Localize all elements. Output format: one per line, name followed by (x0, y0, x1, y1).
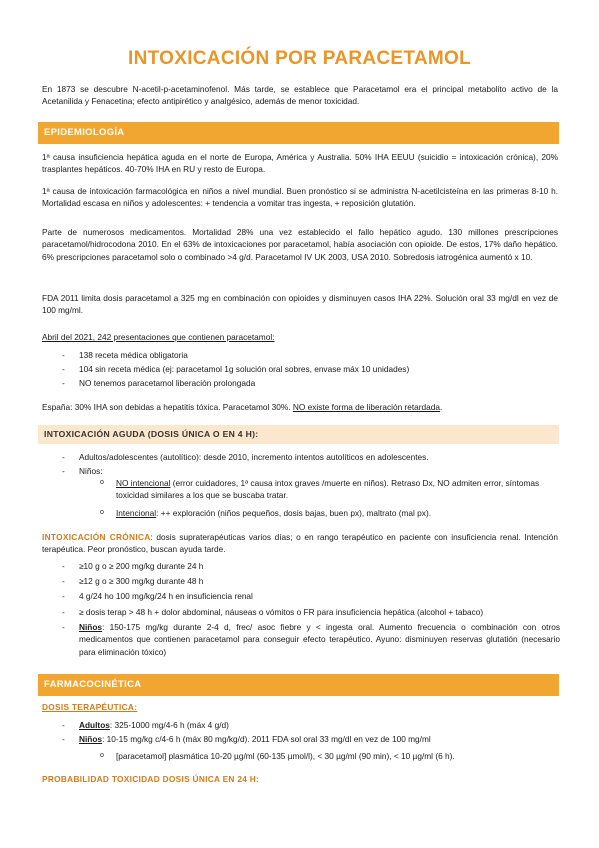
section-aguda-heading: INTOXICACIÓN AGUDA (DOSIS ÚNICA O EN 4 H): (38, 425, 559, 444)
epi-paragraph-2: 1ª causa de intoxicación farmacológica en niños a nivel mundial. Buen pronóstico si se administra N-acetilcisteína en las primeras 8-10 h. Mortalidad escasa en niños y adolescentes: + tendencia a vomitar tras ingesta, + reposición glutatión. (42, 186, 558, 209)
list-item: - 138 receta médica obligatoria (62, 350, 188, 360)
list-item: - 104 sin receta médica (ej: paracetamol 1g solución oral sobres, envase máx 10 unidades) (62, 364, 410, 375)
epi-paragraph-4: FDA 2011 limita dosis paracetamol a 325 mg en combinación con opioides y disminuyen casos IHA 22%. Solución oral 33 mg/dl en vez de 100 mg/ml. (42, 293, 558, 316)
cronica-paragraph: INTOXICACIÓN CRÓNICA: dosis supraterapéuticas varios días; o en rango terapéutico en paciente con insuficiencia renal. Intención terapéutica. Peor pronóstico, buscan ayuda tarde. (42, 532, 558, 555)
document-title: INTOXICACIÓN POR PARACETAMOL (127, 48, 471, 69)
section-farmacocinetica-heading: FARMACOCINÉTICA (38, 674, 559, 696)
list-item: o NO intencional (error cuidadores, 1ª causa intox graves /muerte en niños). Retraso Dx, NO admiten error, síntomas toxicidad similares a los que se buscaba tratar. (100, 478, 540, 501)
list-item: o Intencional: ++ exploración (niños pequeños, dosis bajas, buen px), maltrato (mal px). (100, 507, 432, 518)
epi-paragraph-5: Abril del 2021, 242 presentaciones que contienen paracetamol: (42, 332, 275, 342)
epi-list (60, 348, 560, 391)
farmaco-sublist (100, 750, 558, 762)
list-item: - Niños: 150-175 mg/kg durante 2-4 d, frec/ asoc fiebre y < ingesta oral. Aumento frecuencia o combinación con otros medicamentos que contienen paracetamol para conseguir efecto terapéutico. Ayuno: disminuyen reservas glutatión (necesario para eliminación tóxico) (62, 621, 560, 657)
list-item: - ≥10 g o ≥ 200 mg/kg durante 24 h (62, 561, 204, 571)
intro-paragraph: En 1873 se descubre N-acetil-p-acetaminofenol. Más tarde, se establece que Paracetamol era el principal metabolito activo de la Acetanilida y Fenacetina; efecto antipirético y analgésico, además de menor toxicidad. (42, 84, 558, 107)
list-item: - NO tenemos paracetamol liberación prolongada (62, 378, 256, 389)
aguda-sublist (100, 477, 558, 519)
epi-paragraph-1: 1ª causa insuficiencia hepática aguda en el norte de Europa, América y Australia. 50% IHA EEUU (suicidio = intoxicación crónica), 20% trasplantes hepáticos. 40-70% IHA en RU y resto de Europa. (42, 152, 558, 175)
toxicidad-heading: PROBABILIDAD TOXICIDAD DOSIS ÚNICA EN 24 H: (42, 774, 260, 784)
section-epidemiologia-heading: EPIDEMIOLOGÍA (38, 122, 559, 144)
cronica-list (60, 560, 560, 659)
epi-paragraph-3: Parte de numerosos medicamentos. Mortalidad 28% una vez establecido el fallo hepático agudo. 130 millones prescripciones paracetamol/hidrocodona 2010. En el 63% de intoxicaciones por paracetamol, había asociación con opioide. De estos, 17% daño hepático. 6% prescripciones paracetamol solo o combinado >4 g/d. Paracetamol IV UK 2003, USA 2010. Sobredosis iatrogénica aumentó x 10. (42, 227, 558, 262)
list-item: - Adultos: 325-1000 mg/4-6 h (máx 4 g/d) (62, 720, 229, 730)
dosis-terapeutica-heading: DOSIS TERAPÉUTICA: (42, 702, 138, 712)
list-item: - ≥12 g o ≥ 300 mg/kg durante 48 h (62, 576, 204, 587)
farmaco-list (60, 718, 560, 746)
aguda-list (60, 450, 560, 478)
list-item: - Niños: 10-15 mg/kg c/4-6 h (máx 80 mg/kg/d). 2011 FDA sol oral 33 mg/dl en vez de 100 mg/ml (62, 734, 431, 745)
list-item: - 4 g/24 ho 100 mg/kg/24 h en insuficiencia renal (62, 591, 253, 602)
list-item: - Adultos/adolescentes (autolítico): desde 2010, incremento intentos autolíticos en adolescentes. (62, 452, 429, 462)
epi-paragraph-6: España: 30% IHA son debidas a hepatitis tóxica. Paracetamol 30%. NO existe forma de liberación retardada. (42, 402, 443, 412)
list-item: - Niños: (62, 466, 103, 477)
list-item: o [paracetamol] plasmática 10-20 µg/ml (60-135 µmol/l), < 30 µg/ml (90 min), < 10 µg/ml (6 h). (100, 751, 455, 761)
list-item: - ≥ dosis terap > 48 h + dolor abdominal, náuseas o vómitos o FR para insuficiencia hepática (alcohol + tabaco) (62, 606, 484, 617)
